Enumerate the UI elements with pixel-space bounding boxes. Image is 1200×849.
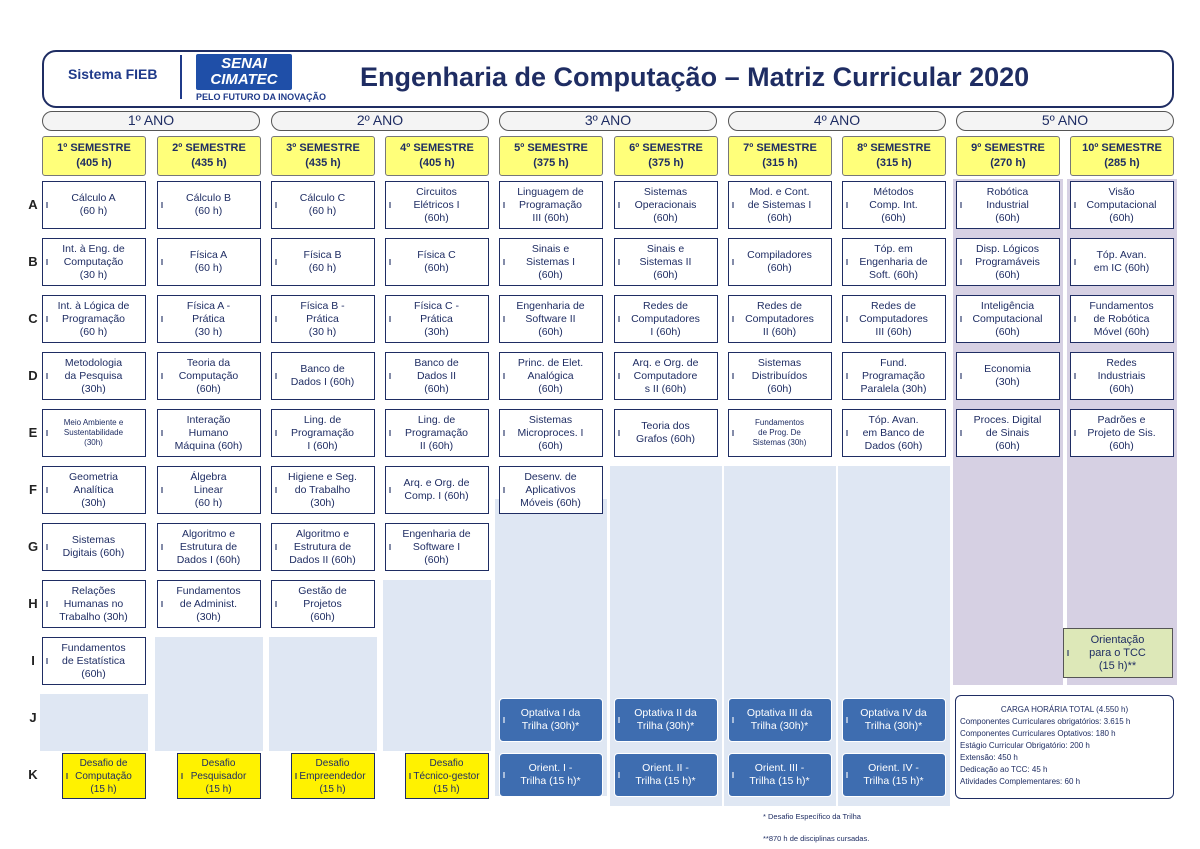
course-cell[interactable]: Geometria Analítica (30h) <box>42 466 146 514</box>
course-cell[interactable]: Física A - Prática (30 h) <box>157 295 261 343</box>
senai-cimatec-logo: SENAI CIMATEC <box>196 54 292 90</box>
course-cell[interactable]: Cálculo B (60 h) <box>157 181 261 229</box>
course-cell[interactable]: Ling. de Programação I (60h) <box>271 409 375 457</box>
code-marker <box>732 430 734 436</box>
code-marker <box>846 202 848 208</box>
code-marker <box>618 373 620 379</box>
year-header: 4º ANO <box>728 111 946 131</box>
semester-hours: (405 h) <box>419 157 455 169</box>
course-cell[interactable]: Física C - Prática (30h) <box>385 295 489 343</box>
course-cell[interactable]: Gestão de Projetos (60h) <box>271 580 375 628</box>
semester-hours: (435 h) <box>191 157 227 169</box>
code-marker <box>618 316 620 322</box>
course-cell[interactable]: Física B (60 h) <box>271 238 375 286</box>
course-cell[interactable]: Cálculo A (60 h) <box>42 181 146 229</box>
row-label: C <box>28 311 38 326</box>
course-cell[interactable]: Meio Ambiente e Sustentabilidade (30h) <box>42 409 146 457</box>
trail-orientation-cell[interactable]: Orient. II - Trilha (15 h)* <box>614 753 718 797</box>
code-marker <box>46 544 48 550</box>
course-cell[interactable]: Sistemas Microproces. I (60h) <box>499 409 603 457</box>
code-marker <box>1074 316 1076 322</box>
semester-hours: (405 h) <box>76 157 112 169</box>
semester-name: 4º SEMESTRE <box>400 142 474 154</box>
code-marker <box>389 316 391 322</box>
course-cell[interactable]: Sistemas Digitais (60h) <box>42 523 146 571</box>
row-label: K <box>28 767 38 782</box>
code-marker <box>389 430 391 436</box>
column-background <box>155 637 263 751</box>
course-cell[interactable]: Banco de Dados II (60h) <box>385 352 489 400</box>
logo-divider <box>180 55 182 99</box>
code-marker <box>161 430 163 436</box>
row-label: D <box>28 368 38 383</box>
column-background <box>495 499 607 796</box>
course-cell[interactable]: Fundamentos de Prog. De Sistemas (30h) <box>728 409 832 457</box>
course-cell[interactable]: Proces. Digital de Sinais (60h) <box>956 409 1060 457</box>
code-marker <box>161 259 163 265</box>
course-cell[interactable]: Física C (60h) <box>385 238 489 286</box>
page-title: Engenharia de Computação – Matriz Curricular 2020 <box>360 62 1030 92</box>
course-cell[interactable]: Redes de Computadores II (60h) <box>728 295 832 343</box>
code-marker <box>275 373 277 379</box>
semester-name: 6º SEMESTRE <box>629 142 703 154</box>
footnote-challenge: * Desafio Específico da Trilha <box>763 812 861 821</box>
code-marker <box>846 717 848 723</box>
code-marker <box>618 202 620 208</box>
code-marker <box>1067 650 1069 656</box>
code-marker <box>503 259 505 265</box>
tcc-orientation-cell[interactable]: Orientação para o TCC (15 h)** <box>1063 628 1173 678</box>
code-marker <box>732 316 734 322</box>
course-cell[interactable]: Banco de Dados I (60h) <box>271 352 375 400</box>
semester-header <box>271 136 375 176</box>
code-marker <box>46 259 48 265</box>
semester-hours: (435 h) <box>305 157 341 169</box>
code-marker <box>846 259 848 265</box>
code-marker <box>46 430 48 436</box>
semester-header <box>385 136 489 176</box>
course-cell[interactable]: Redes de Computadores I (60h) <box>614 295 718 343</box>
code-marker <box>503 316 505 322</box>
summary-line: Dedicação ao TCC: 45 h <box>960 765 1048 774</box>
code-marker <box>503 202 505 208</box>
code-marker <box>161 373 163 379</box>
course-cell[interactable]: Padrões e Projeto de Sis. (60h) <box>1070 409 1174 457</box>
system-fieb-label: Sistema FIEB <box>68 66 158 82</box>
column-background <box>269 637 377 751</box>
trail-orientation-cell[interactable]: Orient. I - Trilha (15 h)* <box>499 753 603 797</box>
trail-orientation-cell[interactable]: Orient. III - Trilha (15 h)* <box>728 753 832 797</box>
row-label: G <box>27 539 39 554</box>
code-marker <box>161 202 163 208</box>
code-marker <box>1074 373 1076 379</box>
course-cell[interactable]: Arq. e Org. de Comp. I (60h) <box>385 466 489 514</box>
course-cell[interactable]: Sistemas Distribuídos (60h) <box>728 352 832 400</box>
course-cell[interactable]: Disp. Lógicos Programáveis (60h) <box>956 238 1060 286</box>
code-marker <box>66 773 68 779</box>
course-cell[interactable]: Arq. e Org. de Computadore s II (60h) <box>614 352 718 400</box>
code-marker <box>503 373 505 379</box>
row-label: A <box>28 197 38 212</box>
code-marker <box>618 772 620 778</box>
code-marker <box>1074 430 1076 436</box>
semester-name: 2º SEMESTRE <box>172 142 246 154</box>
row-label: E <box>28 425 38 440</box>
course-cell[interactable]: Tóp. em Engenharia de Soft. (60h) <box>842 238 946 286</box>
code-marker <box>275 544 277 550</box>
course-cell[interactable]: Int. à Lógica de Programação (60 h) <box>42 295 146 343</box>
code-marker <box>732 717 734 723</box>
semester-header <box>614 136 718 176</box>
column-background <box>40 694 148 751</box>
code-marker <box>389 487 391 493</box>
course-cell[interactable]: Teoria dos Grafos (60h) <box>614 409 718 457</box>
column-background <box>383 580 491 751</box>
semester-name: 9º SEMESTRE <box>971 142 1045 154</box>
summary-line: Componentes Curriculares Optativos: 180 h <box>960 729 1116 738</box>
code-marker <box>275 601 277 607</box>
semester-hours: (375 h) <box>648 157 684 169</box>
semester-name: 8º SEMESTRE <box>857 142 931 154</box>
optional-course-cell[interactable]: Optativa I da Trilha (30h)* <box>499 698 603 742</box>
optional-course-cell[interactable]: Optativa IV da Trilha (30h)* <box>842 698 946 742</box>
code-marker <box>618 259 620 265</box>
code-marker <box>1074 259 1076 265</box>
course-cell[interactable]: Teoria da Computação (60h) <box>157 352 261 400</box>
code-marker <box>409 773 411 779</box>
row-label: F <box>29 482 37 497</box>
course-cell[interactable]: Relações Humanas no Trabalho (30h) <box>42 580 146 628</box>
course-cell[interactable]: Fund. Programação Paralela (30h) <box>842 352 946 400</box>
code-marker <box>503 772 505 778</box>
course-cell[interactable]: Física A (60 h) <box>157 238 261 286</box>
course-cell[interactable]: Física B - Prática (30 h) <box>271 295 375 343</box>
row-label: I <box>31 653 35 668</box>
code-marker <box>275 259 277 265</box>
code-marker <box>846 316 848 322</box>
code-marker <box>46 202 48 208</box>
semester-name: 3º SEMESTRE <box>286 142 360 154</box>
year-header: 2º ANO <box>271 111 489 131</box>
footnote-tcc: **870 h de disciplinas cursadas. <box>763 834 870 843</box>
code-marker <box>960 259 962 265</box>
code-marker <box>46 373 48 379</box>
code-marker <box>503 430 505 436</box>
code-marker <box>46 316 48 322</box>
course-cell[interactable]: Fundamentos de Estatística (60h) <box>42 637 146 685</box>
course-cell[interactable]: Interação Humano Máquina (60h) <box>157 409 261 457</box>
course-cell[interactable]: Álgebra Linear (60 h) <box>157 466 261 514</box>
semester-header <box>1070 136 1174 176</box>
course-cell[interactable]: Visão Computacional (60h) <box>1070 181 1174 229</box>
code-marker <box>960 316 962 322</box>
code-marker <box>389 544 391 550</box>
course-cell[interactable]: Circuitos Elétricos I (60h) <box>385 181 489 229</box>
code-marker <box>275 430 277 436</box>
code-marker <box>503 487 505 493</box>
trail-orientation-cell[interactable]: Orient. IV - Trilha (15 h)* <box>842 753 946 797</box>
semester-name: 10º SEMESTRE <box>1082 142 1162 154</box>
code-marker <box>389 202 391 208</box>
code-marker <box>46 658 48 664</box>
course-cell[interactable]: Desenv. de Aplicativos Móveis (60h) <box>499 466 603 514</box>
row-label: B <box>28 254 38 269</box>
code-marker <box>846 772 848 778</box>
code-marker <box>960 373 962 379</box>
code-marker <box>161 601 163 607</box>
semester-hours: (315 h) <box>876 157 912 169</box>
semester-header <box>157 136 261 176</box>
semester-name: 5º SEMESTRE <box>514 142 588 154</box>
workload-summary <box>955 695 1174 799</box>
code-marker <box>46 601 48 607</box>
row-label: H <box>28 596 38 611</box>
code-marker <box>275 202 277 208</box>
semester-hours: (375 h) <box>533 157 569 169</box>
row-label: J <box>29 710 37 725</box>
course-cell[interactable]: Ling. de Programação II (60h) <box>385 409 489 457</box>
code-marker <box>618 430 620 436</box>
course-cell[interactable]: Int. à Eng. de Computação (30 h) <box>42 238 146 286</box>
course-cell[interactable]: Metodologia da Pesquisa (30h) <box>42 352 146 400</box>
course-cell[interactable]: Algoritmo e Estrutura de Dados I (60h) <box>157 523 261 571</box>
course-cell[interactable]: Engenharia de Software I (60h) <box>385 523 489 571</box>
challenge-cell[interactable]: Desafio Empreendedor (15 h) <box>291 753 375 799</box>
course-cell[interactable]: Mod. e Cont. de Sistemas I (60h) <box>728 181 832 229</box>
course-cell[interactable]: Higiene e Seg. do Trabalho (30h) <box>271 466 375 514</box>
course-cell[interactable]: Tóp. Avan. em Banco de Dados (60h) <box>842 409 946 457</box>
year-header: 5º ANO <box>956 111 1174 131</box>
code-marker <box>181 773 183 779</box>
course-cell[interactable]: Engenharia de Software II (60h) <box>499 295 603 343</box>
logo-motto: PELO FUTURO DA INOVAÇÃO <box>196 92 326 102</box>
course-cell[interactable]: Sinais e Sistemas I (60h) <box>499 238 603 286</box>
challenge-cell[interactable]: Desafio de Computação (15 h) <box>62 753 146 799</box>
code-marker <box>618 717 620 723</box>
code-marker <box>275 316 277 322</box>
summary-line: Extensão: 450 h <box>960 753 1018 762</box>
summary-line: Atividades Complementares: 60 h <box>960 777 1081 786</box>
course-cell[interactable]: Redes Industriais (60h) <box>1070 352 1174 400</box>
code-marker <box>846 373 848 379</box>
semester-hours: (270 h) <box>990 157 1026 169</box>
challenge-cell[interactable]: Desafio Pesquisador (15 h) <box>177 753 261 799</box>
semester-header <box>42 136 146 176</box>
code-marker <box>275 487 277 493</box>
course-cell[interactable]: Compiladores (60h) <box>728 238 832 286</box>
semester-header <box>956 136 1060 176</box>
code-marker <box>960 430 962 436</box>
code-marker <box>46 487 48 493</box>
code-marker <box>732 202 734 208</box>
course-cell[interactable]: Métodos Comp. Int. (60h) <box>842 181 946 229</box>
code-marker <box>960 202 962 208</box>
summary-title: CARGA HORÁRIA TOTAL (4.550 h) <box>1000 705 1129 714</box>
summary-line: Componentes Curriculares obrigatórios: 3.615 h <box>960 717 1131 726</box>
course-cell[interactable]: Sistemas Operacionais (60h) <box>614 181 718 229</box>
code-marker <box>161 316 163 322</box>
semester-header <box>728 136 832 176</box>
code-marker <box>732 259 734 265</box>
code-marker <box>161 544 163 550</box>
code-marker <box>161 487 163 493</box>
optional-course-cell[interactable]: Optativa II da Trilha (30h)* <box>614 698 718 742</box>
semester-hours: (315 h) <box>762 157 798 169</box>
optional-course-cell[interactable]: Optativa III da Trilha (30h)* <box>728 698 832 742</box>
course-cell[interactable]: Economia (30h) <box>956 352 1060 400</box>
semester-header <box>842 136 946 176</box>
code-marker <box>1074 202 1076 208</box>
code-marker <box>295 773 297 779</box>
year-header: 1º ANO <box>42 111 260 131</box>
course-cell[interactable]: Algoritmo e Estrutura de Dados II (60h) <box>271 523 375 571</box>
course-cell[interactable]: Fundamentos de Administ. (30h) <box>157 580 261 628</box>
course-cell[interactable]: Linguagem de Programação III (60h) <box>499 181 603 229</box>
code-marker <box>732 373 734 379</box>
course-cell[interactable]: Cálculo C (60 h) <box>271 181 375 229</box>
challenge-cell[interactable]: Desafio Técnico-gestor (15 h) <box>405 753 489 799</box>
semester-header <box>499 136 603 176</box>
semester-name: 1º SEMESTRE <box>57 142 131 154</box>
course-cell[interactable]: Redes de Computadores III (60h) <box>842 295 946 343</box>
course-cell[interactable]: Inteligência Computacional (60h) <box>956 295 1060 343</box>
code-marker <box>389 259 391 265</box>
course-cell[interactable]: Sinais e Sistemas II (60h) <box>614 238 718 286</box>
semester-hours: (285 h) <box>1104 157 1140 169</box>
code-marker <box>389 373 391 379</box>
code-marker <box>846 430 848 436</box>
course-cell[interactable]: Robótica Industrial (60h) <box>956 181 1060 229</box>
code-marker <box>503 717 505 723</box>
course-cell[interactable]: Fundamentos de Robótica Móvel (60h) <box>1070 295 1174 343</box>
code-marker <box>732 772 734 778</box>
semester-name: 7º SEMESTRE <box>743 142 817 154</box>
course-cell[interactable]: Tóp. Avan. em IC (60h) <box>1070 238 1174 286</box>
course-cell[interactable]: Princ. de Elet. Analógica (60h) <box>499 352 603 400</box>
summary-line: Estágio Curricular Obrigatório: 200 h <box>960 741 1090 750</box>
year-header: 3º ANO <box>499 111 717 131</box>
